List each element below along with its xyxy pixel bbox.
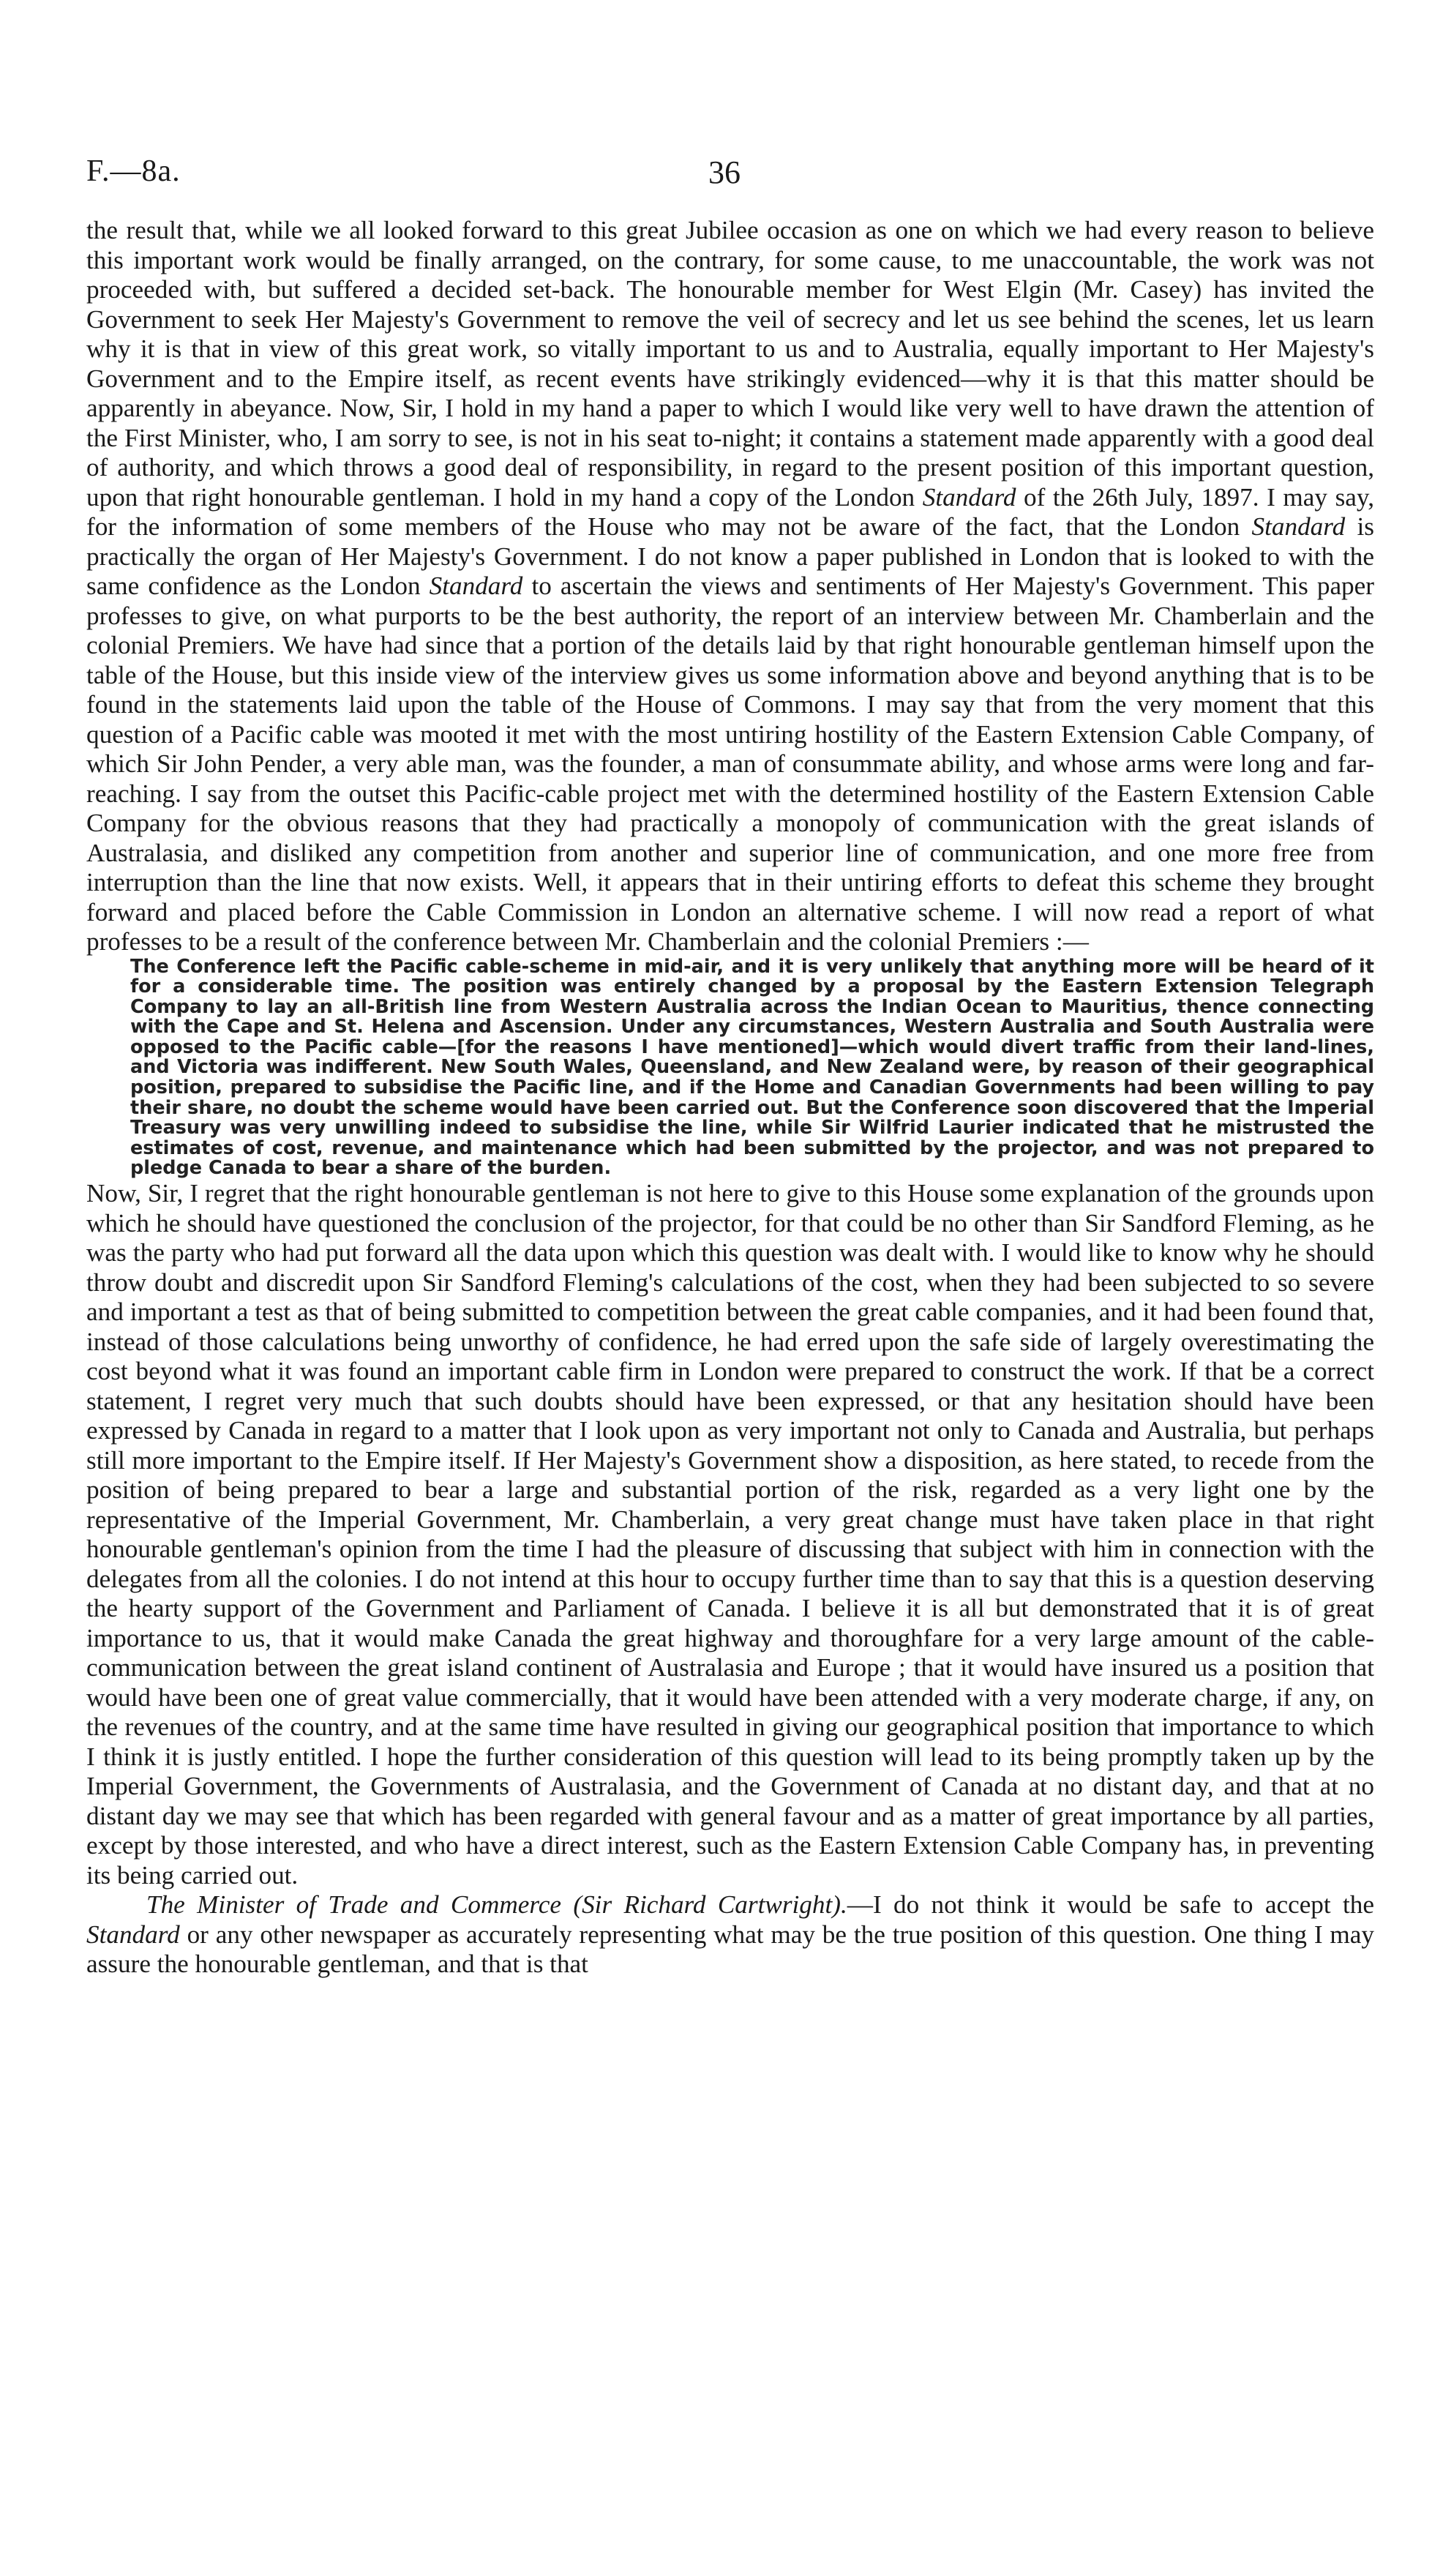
text-run: or any other newspaper as accurately representing what may be the true position of this question. One thing I may assure the honourable gentleman, and that is that <box>86 1920 1374 1979</box>
document-reference: F.—8a. <box>86 154 181 188</box>
text-run: is practically the organ of Her Majesty's Government. I do not know a paper published in London that is looked to with the same confidence as the London <box>86 512 1374 600</box>
text-run: the result that, while we all looked forward to this great Jubilee occasion as one on which we had every reason to believe this important work would be finally arranged, on the contrary, for some cause, to me unaccountable, the work was not proceeded with, but suffered a decided set-back. The honourable member for West Elgin (Mr. Casey) has invited the Government to seek Her Majesty's Government to remove the veil of secrecy and let us see behind the scenes, let us learn why it is that in view of this great work, so vitally important to us and to Australia, equally important to Her Majesty's Government and to the Empire itself, as recent events have strikingly evidenced—why it is that this matter should be apparently in abeyance. Now, Sir, I hold in my hand a paper to which I would like very well to have drawn the attention of the First Minister, who, I am sorry to see, is not in his seat to-night; it contains a statement made apparently with a good deal of authority, and which throws a good deal of responsibility, in regard to the present position of this important question, upon that right honourable gentleman. I hold in my hand a copy of the London <box>86 216 1374 512</box>
document-body <box>86 216 1374 1980</box>
newspaper-title: Standard <box>86 1920 180 1949</box>
text-run: of the 26th July, 1897. I may say, for the information of some members of the House who may not be aware of the fact, that the London <box>86 482 1374 541</box>
newspaper-title: Standard <box>429 572 523 600</box>
paragraph-speech-continued <box>86 216 1374 957</box>
newspaper-title: Standard <box>922 482 1016 512</box>
quoted-extract: The Conference left the Pacific cable-scheme in mid-air, and it is very unlikely that anything more will be heard of it for a considerable time. The position was entirely changed by a proposal by the Eastern Extension Telegraph Company to lay an all-British line from Western Australia across the Indian Ocean to Mauritius, thence connecting with the Cape and St. Helena and Ascension. Under any circumstances, Western Australia and South Australia were opposed to the Pacific cable—[for the reasons I have mentioned]—which would divert traffic from their land-lines, and Victoria was indifferent. New South Wales, Queensland, and New Zealand were, by reason of their geographical position, prepared to subsidise the Pacific line, and if the Home and Canadian Governments had been willing to pay their share, no doubt the scheme would have been carried out. But the Conference soon discovered that the Imperial Treasury was very unwilling indeed to subsidise the line, while Sir Wilfrid Laurier indicated that he mistrusted the estimates of cost, revenue, and maintenance which had been submitted by the projector, and was not prepared to pledge Canada to bear a share of the burden. <box>130 955 1374 1180</box>
paragraph-minister-reply <box>86 1890 1374 1980</box>
page-header <box>86 154 1374 198</box>
text-run: —I do not think it would be safe to accept the <box>847 1890 1374 1920</box>
speaker-name: The Minister of Trade and Commerce (Sir Richard Cartwright). <box>146 1890 847 1920</box>
paragraph-speech-conclusion: Now, Sir, I regret that the right honourable gentleman is not here to give to this House some explanation of the grounds upon which he should have questioned the conclusion of the projector, for that could be no other than Sir Sandford Fleming, as he was the party who had put forward all the data upon which this question was dealt with. I would like to know why he should throw doubt and discredit upon Sir Sandford Fleming's calculations of the cost, when they had been subjected to so severe and important a test as that of being submitted to competition between the great cable companies, and it had been found that, instead of those calculations being unworthy of confidence, he had erred upon the safe side of largely overestimating the cost beyond what it was found an important cable firm in London were prepared to construct the work. If that be a correct statement, I regret very much that such doubts should have been expressed, or that any hesitation should have been expressed by Canada in regard to a matter that I look upon as very important not only to Canada and Australia, but perhaps still more important to the Empire itself. If Her Majesty's Government show a disposition, as here stated, to recede from the position of being prepared to bear a large and substantial portion of the risk, regarded as a very light one by the representative of the Imperial Government, Mr. Chamberlain, a very great change must have taken place in that right honourable gentleman's opinion from the time I had the pleasure of discussing that subject with him in connection with the delegates from all the colonies. I do not intend at this hour to occupy further time than to say that this is a question deserving the hearty support of the Government and Parliament of Canada. I believe it is all but demonstrated that it is of great importance to us, that it would make Canada the great highway and thoroughfare for a very large amount of the cable-communication between the great island continent of Australasia and Europe ; that it would have insured us a position that would have been one of great value commercially, that it would have been attended with a very moderate charge, if any, on the revenues of the country, and at the same time have resulted in giving our geographical position that importance to which I think it is justly entitled. I hope the further consideration of this question will lead to its being promptly taken up by the Imperial Government, the Governments of Australasia, and the Government of Canada at no distant day, and that at no distant day we may see that which has been regarded with general favour and as a matter of great importance by all parties, except by those interested, and who have a direct interest, such as the Eastern Extension Cable Company has, in preventing its being carried out. <box>86 1179 1374 1890</box>
text-run: to ascertain the views and sentiments of Her Majesty's Government. This paper professes to give, on what purports to be the best authority, the report of an interview between Mr. Chamberlain and the colonial Premiers. We have had since that a portion of the details laid by that right honourable gentleman himself upon the table of the House, but this inside view of the interview gives us some information above and beyond anything that is to be found in the statements laid upon the table of the House of Commons. I may say that from the very moment that this question of a Pacific cable was mooted it met with the most untiring hostility of the Eastern Extension Cable Company, of which Sir John Pender, a very able man, was the founder, a man of consummate ability, and whose arms were long and far-reaching. I say from the outset this Pacific-cable project met with the determined hostility of the Eastern Extension Cable Company for the obvious reasons that they had practically a monopoly of communication with the great islands of Australasia, and disliked any competition from another and superior line of communication, and one more free from interruption than the line that now exists. Well, it appears that in their untiring efforts to defeat this scheme they brought forward and placed before the Cable Commission in London an alternative scheme. I will now read a report of what professes to be a result of the conference between Mr. Chamberlain and the colonial Premiers :— <box>86 572 1374 956</box>
page-number: 36 <box>708 154 741 190</box>
newspaper-title: Standard <box>1251 512 1346 541</box>
